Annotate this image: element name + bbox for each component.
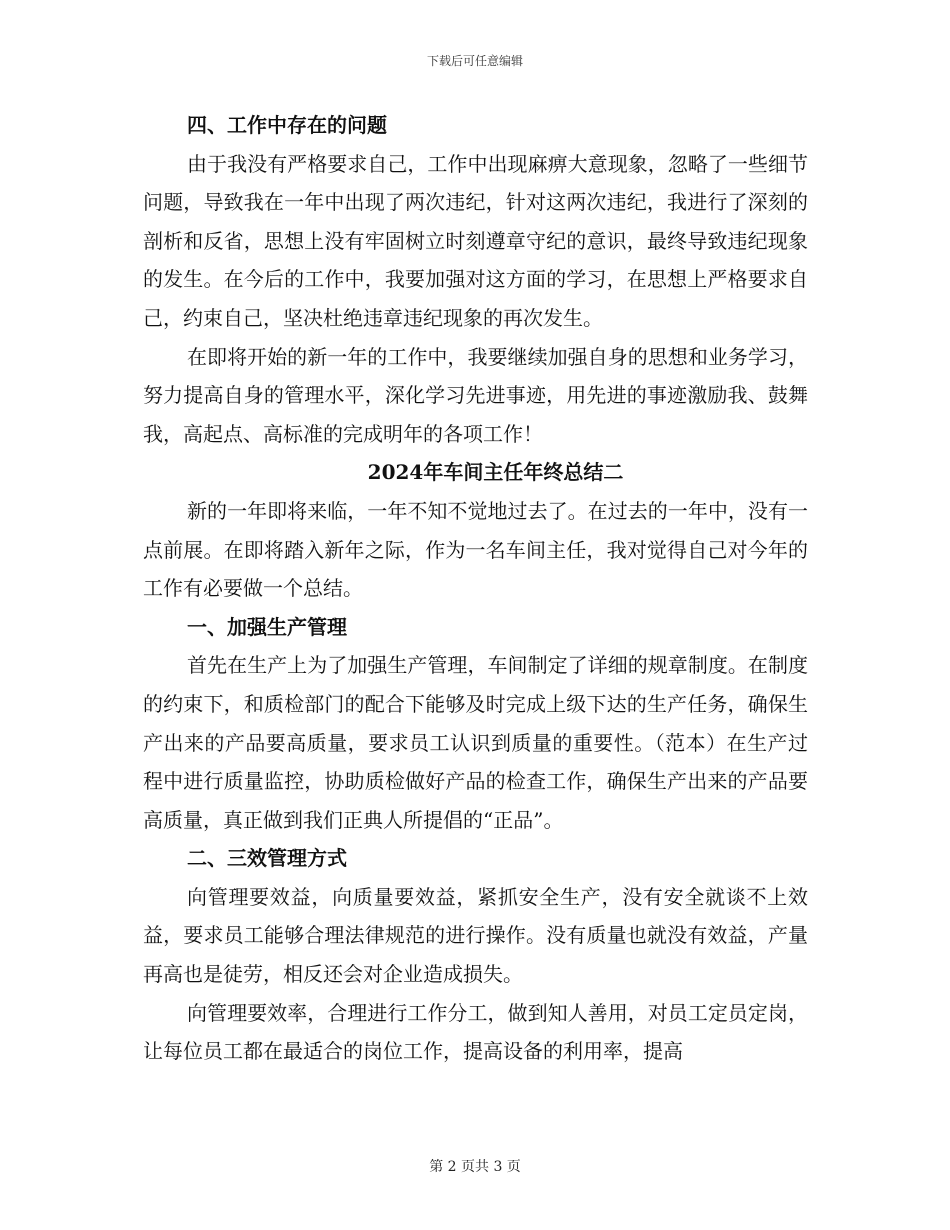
paragraph: 向管理要效益，向质量要效益，紧抓安全生产，没有安全就谈不上效益，要求员工能够合理法律规范的进行操作。没有质量也就没有效益，产量再高也是徒劳，相反还会对企业造成损失。 bbox=[143, 884, 808, 987]
page-header: 下载后可任意编辑 bbox=[426, 54, 523, 68]
document-title bbox=[143, 453, 808, 492]
paragraph: 向管理要效率，合理进行工作分工，做到知人善用，对员工定员定岗，让每位员工都在最适合的岗位工作，提高设备的利用率，提高 bbox=[143, 1000, 808, 1064]
paragraph: 首先在生产上为了加强生产管理，车间制定了详细的规章制度。在制度的约束下，和质检部门的配合下能够及时完成上级下达的生产任务，确保生产出来的产品要高质量，要求员工认识到质量的重要性。（范本）在生产过程中进行质量监控，协助质检做好产品的检查工作，确保生产出来的产品要高质量，真正做到我们正典人所提倡的“正品”。 bbox=[143, 653, 808, 832]
section-heading-management: 二、三效管理方式 bbox=[187, 846, 347, 871]
paragraph: 新的一年即将来临，一年不知不觉地过去了。在过去的一年中，没有一点前展。在即将踏入新年之际，作为一名车间主任，我对觉得自己对今年的工作有必要做一个总结。 bbox=[143, 498, 808, 601]
section-heading-problems: 四、工作中存在的问题 bbox=[187, 113, 387, 137]
document-body bbox=[143, 106, 808, 1071]
paragraph: 由于我没有严格要求自己，工作中出现麻痹大意现象，忽略了一些细节问题，导致我在一年中出现了两次违纪，针对这两次违纪，我进行了深刻的剖析和反省，思想上没有牢固树立时刻遵章守纪的意识，最终导致违纪现象的发生。在今后的工作中，我要加强对这方面的学习，在思想上严格要求自己，约束自己，坚决杜绝违章违纪现象的再次发生。 bbox=[143, 151, 808, 330]
section-heading-production: 一、加强生产管理 bbox=[187, 614, 347, 639]
document-title-text: 2024年车间主任年终总结二 bbox=[367, 460, 624, 485]
page-footer: 第 2 页共 3 页 bbox=[429, 1159, 521, 1175]
paragraph: 在即将开始的新一年的工作中，我要继续加强自身的思想和业务学习，努力提高自身的管理水平，深化学习先进事迹，用先进的事迹激励我、鼓舞我，高起点、高标准的完成明年的各项工作！ bbox=[143, 344, 808, 446]
